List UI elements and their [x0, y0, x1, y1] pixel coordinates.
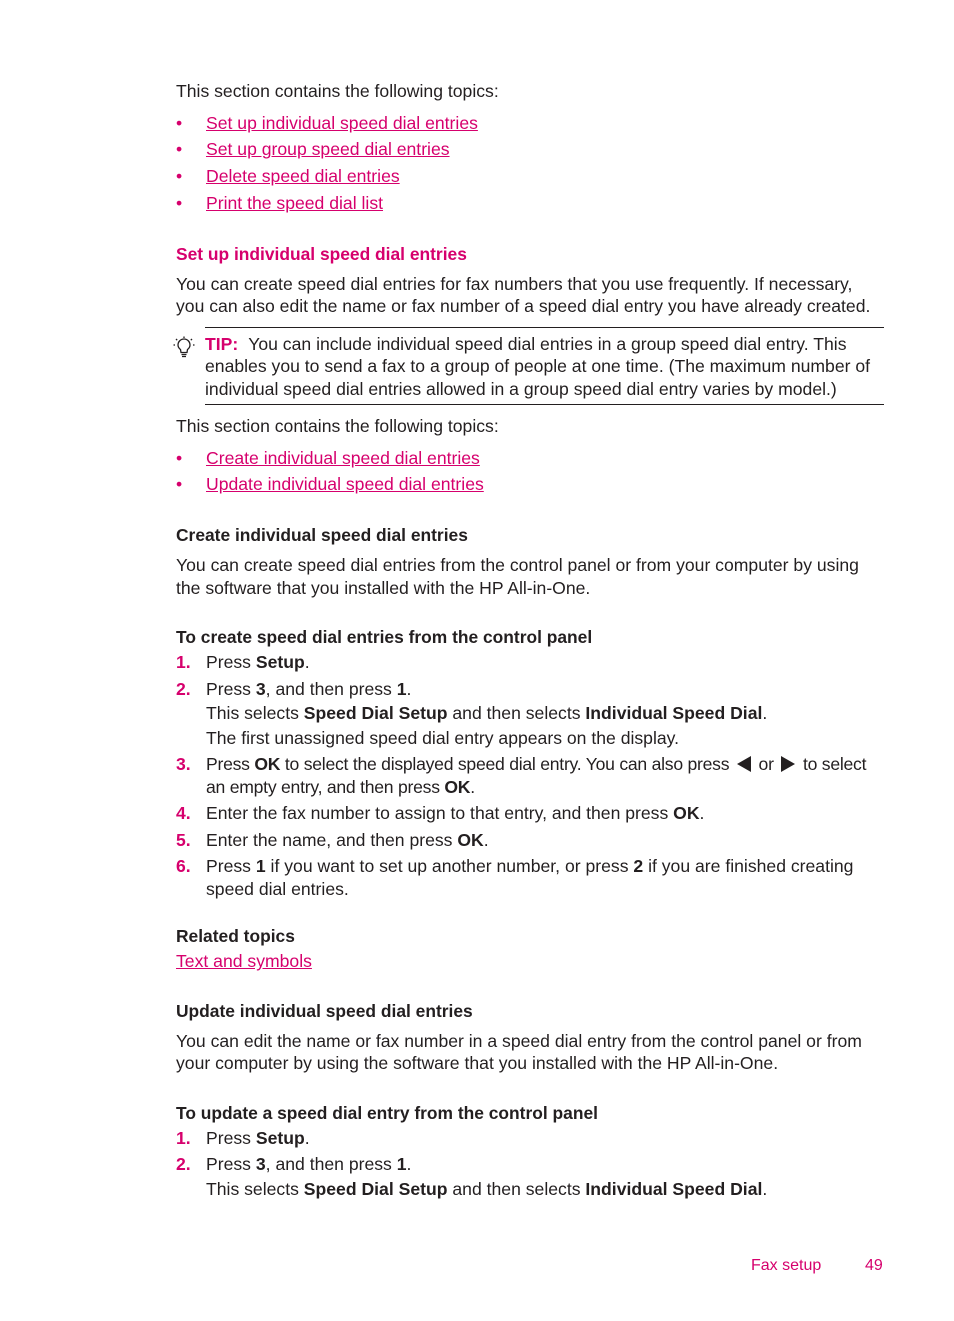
create-steps [176, 651, 884, 900]
footer-section-name: Fax setup [751, 1257, 822, 1274]
step-number: 3. [176, 754, 191, 775]
create-procedure-heading: To create speed dial entries from the control panel [176, 627, 593, 648]
update-body: You can edit the name or fax number in a speed dial entry from the control panel or from your computer by using the software that you installed with the HP All-in-One. [176, 1030, 862, 1074]
left-arrow-icon [737, 756, 751, 772]
topic-link-print[interactable]: Print the speed dial list [206, 192, 384, 213]
related-link-text-symbols[interactable]: Text and symbols [176, 951, 312, 972]
step-item: 2. Press 3, and then press 1. This selects Speed Dial Setup and then selects Individual Speed Dial. The first unassigned speed dial entry appears on the display. [176, 678, 768, 748]
intro-text: This section contains the following topics: [176, 81, 499, 101]
list-item [176, 471, 884, 498]
subtopic-link-update[interactable]: Update individual speed dial entries [206, 474, 484, 495]
list-item [176, 110, 884, 137]
step-item: 1. Press Setup. [176, 1127, 310, 1148]
step-number: 2. [176, 1154, 191, 1175]
bullet-icon: • [176, 112, 183, 133]
section-body: You can create speed dial entries for fax numbers that you use frequently. If necessary, you can also edit the name or fax number of a speed dial entry you have already created. [176, 273, 871, 317]
section-heading-individual: Set up individual speed dial entries [176, 243, 467, 264]
lightbulb-icon [173, 336, 195, 360]
update-procedure-heading: To update a speed dial entry from the control panel [176, 1102, 598, 1123]
right-arrow-icon [781, 756, 795, 772]
step-number: 5. [176, 829, 191, 850]
bullet-icon: • [176, 474, 183, 495]
tip-box [205, 327, 884, 406]
subtopic-link-create[interactable]: Create individual speed dial entries [206, 447, 480, 468]
update-heading: Update individual speed dial entries [176, 1000, 473, 1021]
step-item: 3. Press OK to select the displayed speed dial entry. You can also press or to select an empty entry, and then press OK. [176, 754, 867, 797]
topic-link-delete[interactable]: Delete speed dial entries [206, 166, 400, 187]
tip-text: You can include individual speed dial entries in a group speed dial entry. This enables you to send a fax to a group of people at one time. (The maximum number of individual speed dial entries allowed in a group speed dial entry varies by model.) [205, 333, 871, 399]
list-item [176, 190, 884, 217]
subtopics-intro: This section contains the following topics: [176, 416, 499, 437]
page-number: 49 [865, 1257, 883, 1274]
page-content [176, 80, 884, 1204]
tip-label: TIP: [205, 333, 239, 354]
list-item [176, 445, 884, 472]
subtopic-list [176, 445, 884, 499]
create-body: You can create speed dial entries from the control panel or from your computer by using the software that you installed with the HP All-in-One. [176, 555, 859, 598]
related-topics-heading: Related topics [176, 926, 295, 947]
step-number: 2. [176, 678, 191, 699]
bullet-icon: • [176, 166, 183, 187]
step-item: 6. Press 1 if you want to set up another number, or press 2 if you are finished creating speed dial entries. [176, 856, 854, 899]
tip-text-block [205, 333, 884, 401]
bullet-icon: • [176, 447, 183, 468]
topic-link-individual[interactable]: Set up individual speed dial entries [206, 112, 478, 133]
step-item: 5. Enter the name, and then press OK. [176, 829, 489, 850]
step-number: 1. [176, 652, 191, 673]
step-item: 4. Enter the fax number to assign to that entry, and then press OK. [176, 803, 705, 824]
step-number: 4. [176, 803, 191, 824]
topic-link-group[interactable]: Set up group speed dial entries [206, 139, 450, 160]
bullet-icon: • [176, 192, 183, 213]
step-number: 6. [176, 856, 191, 877]
list-item [176, 163, 884, 190]
step-item: 1. Press Setup. [176, 652, 310, 673]
list-item [176, 136, 884, 163]
create-heading: Create individual speed dial entries [176, 525, 468, 546]
step-number: 1. [176, 1127, 191, 1148]
step-item: 2. Press 3, and then press 1. This selects Speed Dial Setup and then selects Individual Speed Dial. [176, 1154, 768, 1199]
topic-list [176, 110, 884, 217]
update-steps [176, 1127, 884, 1201]
bullet-icon: • [176, 139, 183, 160]
